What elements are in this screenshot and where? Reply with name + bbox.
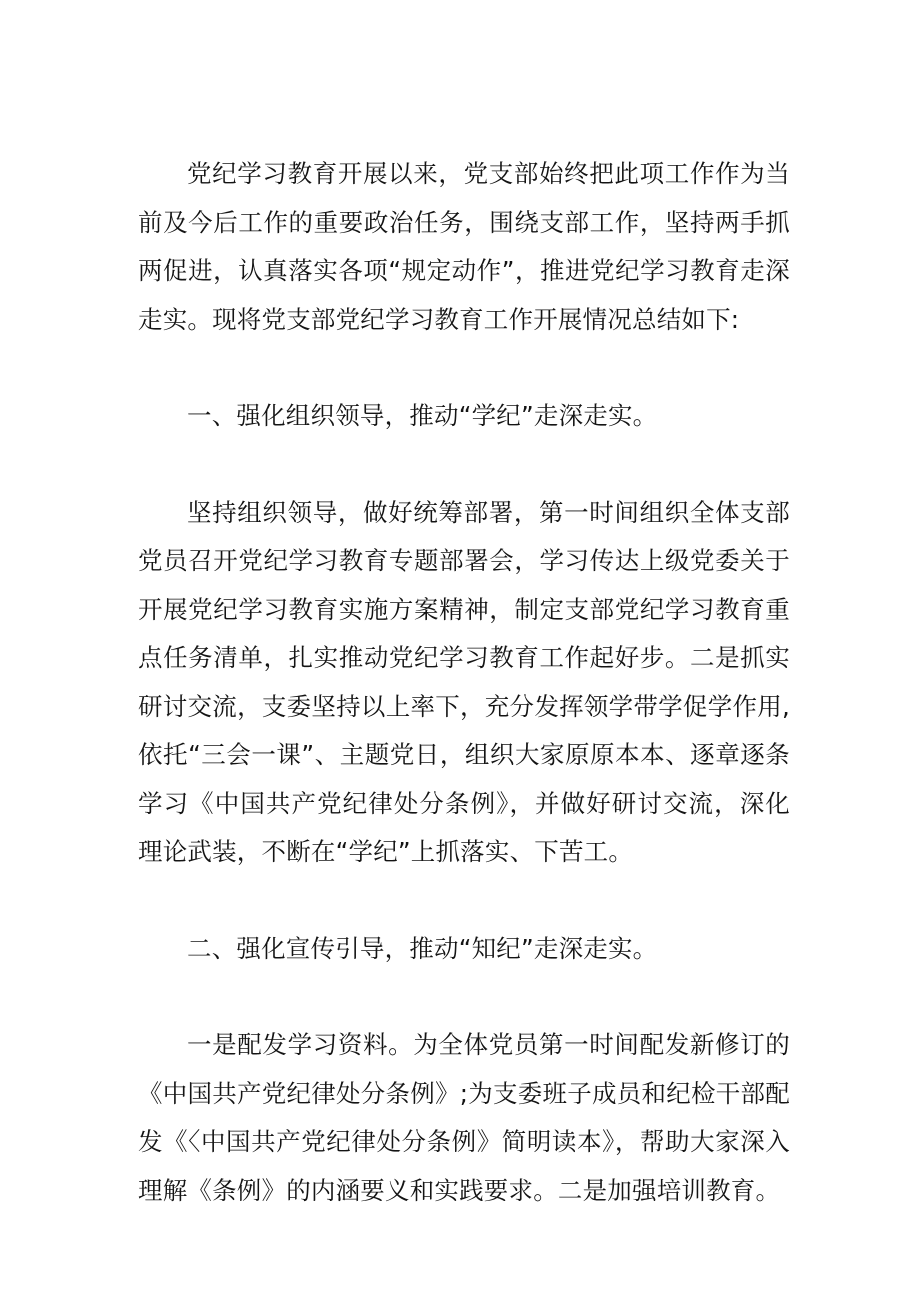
section-heading-2: 二、强化宣传引导，推动“知纪”走深走实。	[187, 933, 658, 963]
intro-paragraph: 党纪学习教育开展以来，党支部始终把此项工作作为当前及今后工作的重要政治任务，围绕支部工作，坚持两手抓两促进，认真落实各项“规定动作”，推进党纪学习教育走深走实。现将党支部党纪学习教育工作开展情况总结如下:	[138, 159, 790, 334]
paragraph-gap	[138, 344, 790, 392]
paragraph-gap	[138, 973, 790, 1021]
section-body-2: 一是配发学习资料。为全体党员第一时间配发新修订的《中国共产党纪律处分条例》;为支委班子成员和纪检干部配发《〈中国共产党纪律处分条例》简明读本》，帮助大家深入理解《条例》的内涵要义和实践要求。二是加强培训教育。	[138, 1030, 790, 1205]
paragraph-gap	[138, 877, 790, 925]
section-body-1: 坚持组织领导，做好统筹部署，第一时间组织全体支部党员召开党纪学习教育专题部署会，学习传达上级党委关于开展党纪学习教育实施方案精神，制定支部党纪学习教育重点任务清单，扎实推动党纪学习教育工作起好步。二是抓实研讨交流，支委坚持以上率下，充分发挥领学带学促学作用,依托“三会一课”、主题党日，组织大家原原本本、逐章逐条学习《中国共产党纪律处分条例》，并做好研讨交流，深化理论武装，不断在“学纪”上抓落实、下苦工。	[138, 497, 790, 866]
section-heading-1: 一、强化组织领导，推动“学纪”走深走实。	[187, 401, 658, 430]
paragraph-gap	[138, 441, 790, 489]
